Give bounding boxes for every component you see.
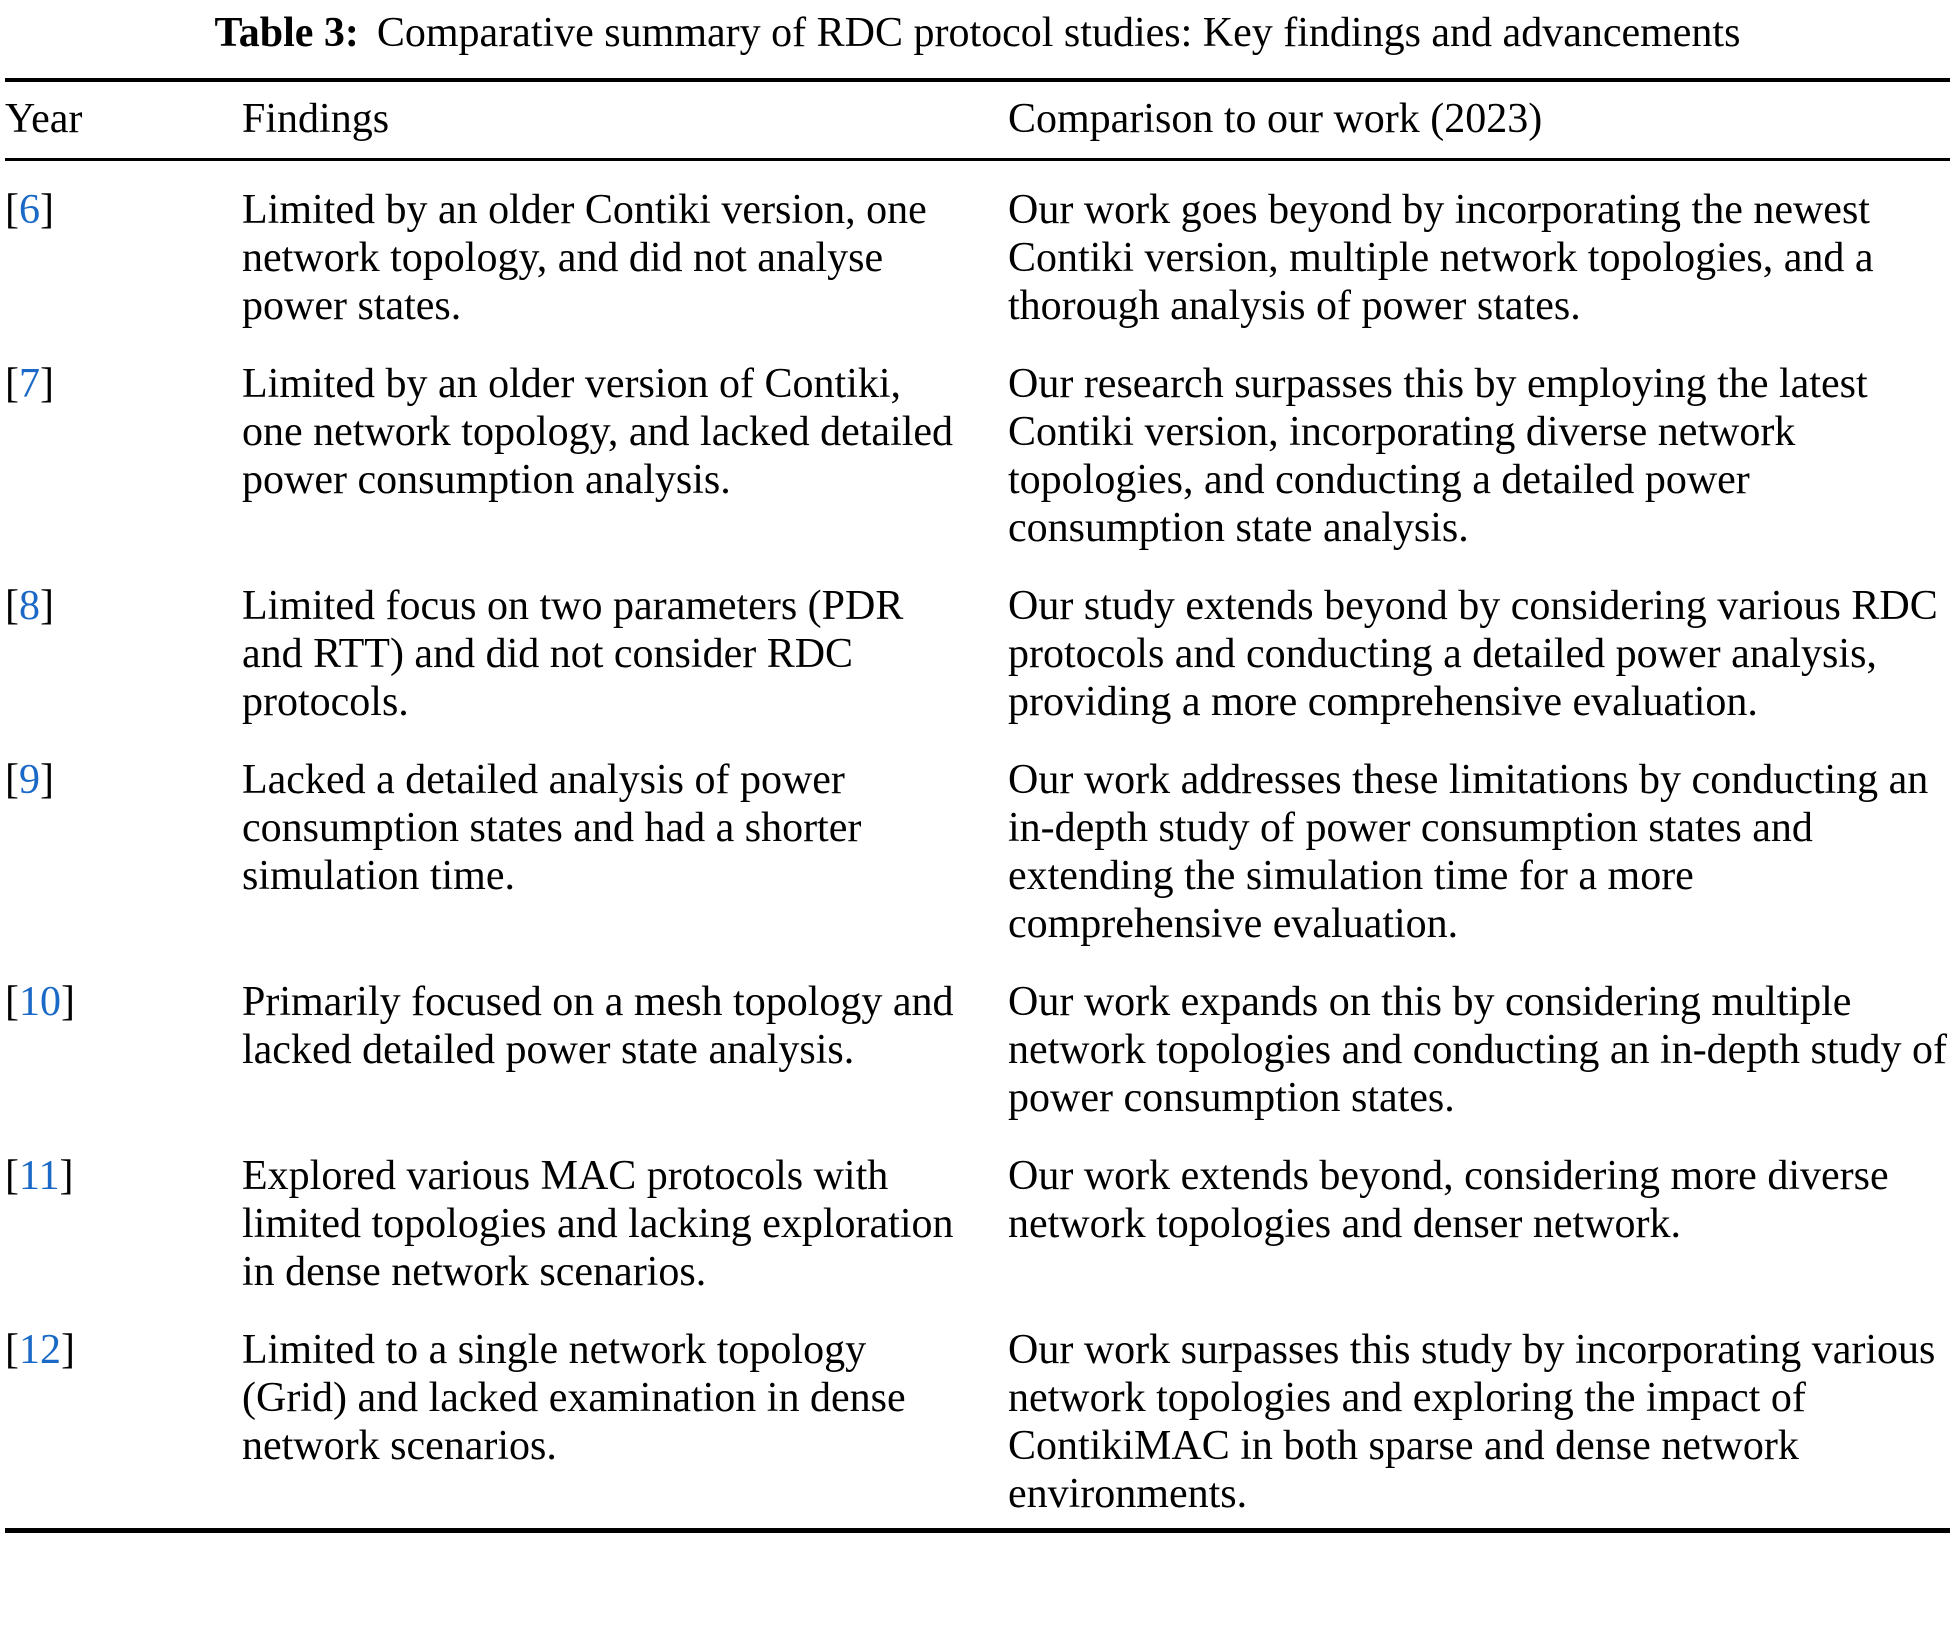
citation-bracket-open: [ xyxy=(5,757,19,803)
citation-link[interactable]: 6 xyxy=(19,187,40,233)
table-row xyxy=(5,360,1950,582)
citation-bracket-close: ] xyxy=(59,1153,74,1199)
citation-bracket-open: [ xyxy=(5,361,19,407)
citation-bracket-close: ] xyxy=(61,979,75,1025)
table-caption xyxy=(5,8,1950,58)
citation-ref xyxy=(5,1326,242,1531)
comparison-table xyxy=(5,78,1950,1533)
comparison-cell: Our work surpasses this study by incorporating various network topologies and exploring the impact of ContikiMAC in both sparse and dense network environments. xyxy=(1008,1327,1936,1517)
findings-cell: Limited focus on two parameters (PDR and RTT) and did not consider RDC protocols. xyxy=(242,583,904,725)
citation-bracket-open: [ xyxy=(5,1327,19,1373)
citation-bracket-close: ] xyxy=(61,1327,75,1373)
findings-cell: Lacked a detailed analysis of power consumption states and had a shorter simulation time. xyxy=(242,757,862,899)
citation-ref xyxy=(5,978,242,1152)
caption-label: Table 3: xyxy=(214,10,359,56)
findings-cell: Explored various MAC protocols with limited topologies and lacking exploration in dense network scenarios. xyxy=(242,1153,954,1295)
column-header-findings: Findings xyxy=(242,80,1008,160)
citation-ref xyxy=(5,1152,242,1326)
table-row xyxy=(5,1152,1950,1326)
citation-bracket-close: ] xyxy=(40,757,54,803)
column-header-comparison: Comparison to our work (2023) xyxy=(1008,80,1950,160)
column-header-year: Year xyxy=(5,80,242,160)
citation-ref xyxy=(5,582,242,756)
citation-bracket-open: [ xyxy=(5,979,19,1025)
caption-text: Comparative summary of RDC protocol studies: Key findings and advancements xyxy=(376,10,1741,56)
citation-bracket-close: ] xyxy=(40,361,54,407)
citation-bracket-open: [ xyxy=(5,1153,19,1199)
findings-cell: Limited by an older version of Contiki, one network topology, and lacked detailed power consumption analysis. xyxy=(242,361,954,503)
comparison-cell: Our work addresses these limitations by conducting an in-depth study of power consumption states and extending the simulation time for a more comprehensive evaluation. xyxy=(1008,757,1929,947)
citation-link[interactable]: 12 xyxy=(19,1327,61,1373)
citation-bracket-close: ] xyxy=(40,583,54,629)
citation-link[interactable]: 10 xyxy=(19,979,61,1025)
table-row xyxy=(5,756,1950,978)
citation-link[interactable]: 9 xyxy=(19,757,40,803)
comparison-cell: Our research surpasses this by employing the latest Contiki version, incorporating diverse network topologies, and conducting a detailed power consumption state analysis. xyxy=(1008,361,1868,551)
findings-cell: Limited by an older Contiki version, one network topology, and did not analyse power states. xyxy=(242,187,927,329)
findings-cell: Limited to a single network topology (Grid) and lacked examination in dense network scenarios. xyxy=(242,1327,906,1469)
comparison-cell: Our study extends beyond by considering various RDC protocols and conducting a detailed power analysis, providing a more comprehensive evaluation. xyxy=(1008,583,1938,725)
header-row xyxy=(5,80,1950,160)
comparison-cell: Our work goes beyond by incorporating the newest Contiki version, multiple network topologies, and a thorough analysis of power states. xyxy=(1008,187,1874,329)
citation-bracket-open: [ xyxy=(5,583,19,629)
table-row xyxy=(5,978,1950,1152)
table-row xyxy=(5,1326,1950,1531)
comparison-cell: Our work expands on this by considering multiple network topologies and conducting an in-depth study of power consumption states. xyxy=(1008,979,1947,1121)
citation-bracket-open: [ xyxy=(5,187,19,233)
citation-link[interactable]: 8 xyxy=(19,583,40,629)
comparison-cell: Our work extends beyond, considering more diverse network topologies and denser network. xyxy=(1008,1153,1889,1247)
citation-ref xyxy=(5,360,242,582)
table-row xyxy=(5,582,1950,756)
table-row xyxy=(5,160,1950,361)
citation-link[interactable]: 7 xyxy=(19,361,40,407)
findings-cell: Primarily focused on a mesh topology and lacked detailed power state analysis. xyxy=(242,979,954,1073)
citation-link[interactable]: 11 xyxy=(19,1153,60,1199)
citation-ref xyxy=(5,756,242,978)
citation-ref xyxy=(5,160,242,361)
citation-bracket-close: ] xyxy=(40,187,54,233)
